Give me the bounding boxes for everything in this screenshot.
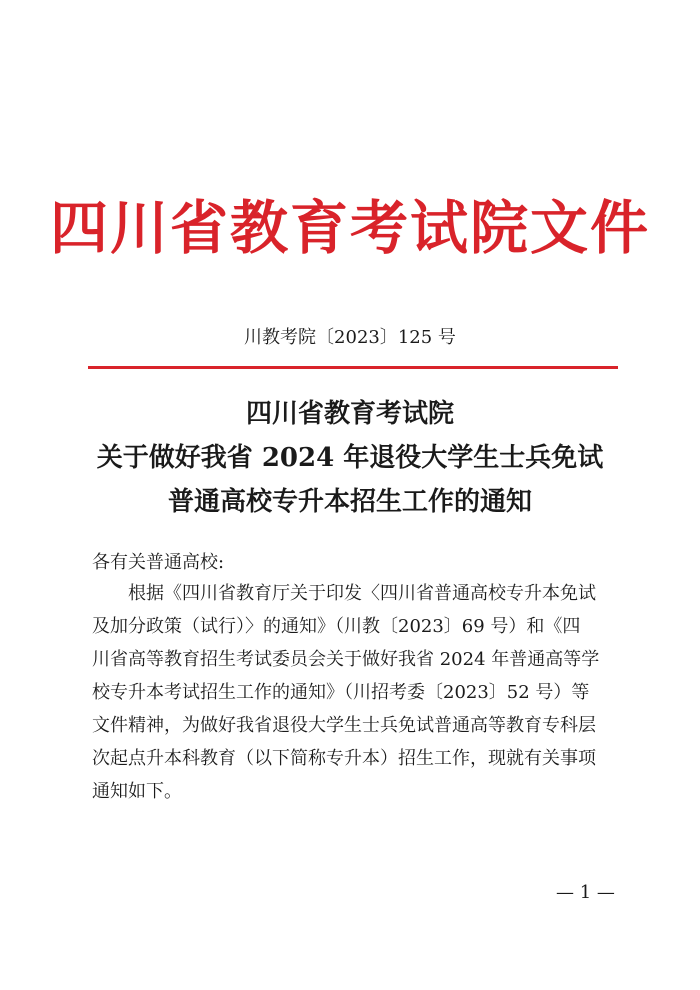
body-line: 及加分政策（试行）〉的通知》（川教〔2023〕69 号）和《四 (92, 616, 581, 637)
notice-title-line-1: 四川省教育考试院 (245, 399, 454, 429)
notice-title-line-3: 普通高校专升本招生工作的通知 (167, 487, 532, 517)
document-number: 川教考院〔2023〕125 号 (244, 327, 456, 348)
salutation: 各有关普通高校: (92, 552, 225, 573)
body-paragraph (92, 577, 622, 808)
notice-title-line-2: 关于做好我省 2024 年退役大学生士兵免试 (96, 443, 604, 473)
body-line: 川省高等教育招生考试委员会关于做好我省 2024 年普通高等学 (92, 649, 600, 670)
body-line: 次起点升本科教育（以下简称专升本）招生工作，现就有关事项 (92, 748, 596, 769)
document-header-title: 四川省教育考试院文件 (49, 194, 650, 262)
red-separator-line (88, 366, 618, 369)
body-line: 通知如下。 (92, 781, 182, 802)
page-number: — 1 — (556, 882, 615, 903)
body-line: 根据《四川省教育厅关于印发〈四川省普通高校专升本免试 (92, 583, 596, 604)
body-line: 校专升本考试招生工作的通知》（川招考委〔2023〕52 号）等 (92, 682, 590, 703)
body-line: 文件精神，为做好我省退役大学生士兵免试普通高等教育专科层 (92, 715, 596, 736)
notice-title (0, 392, 700, 524)
